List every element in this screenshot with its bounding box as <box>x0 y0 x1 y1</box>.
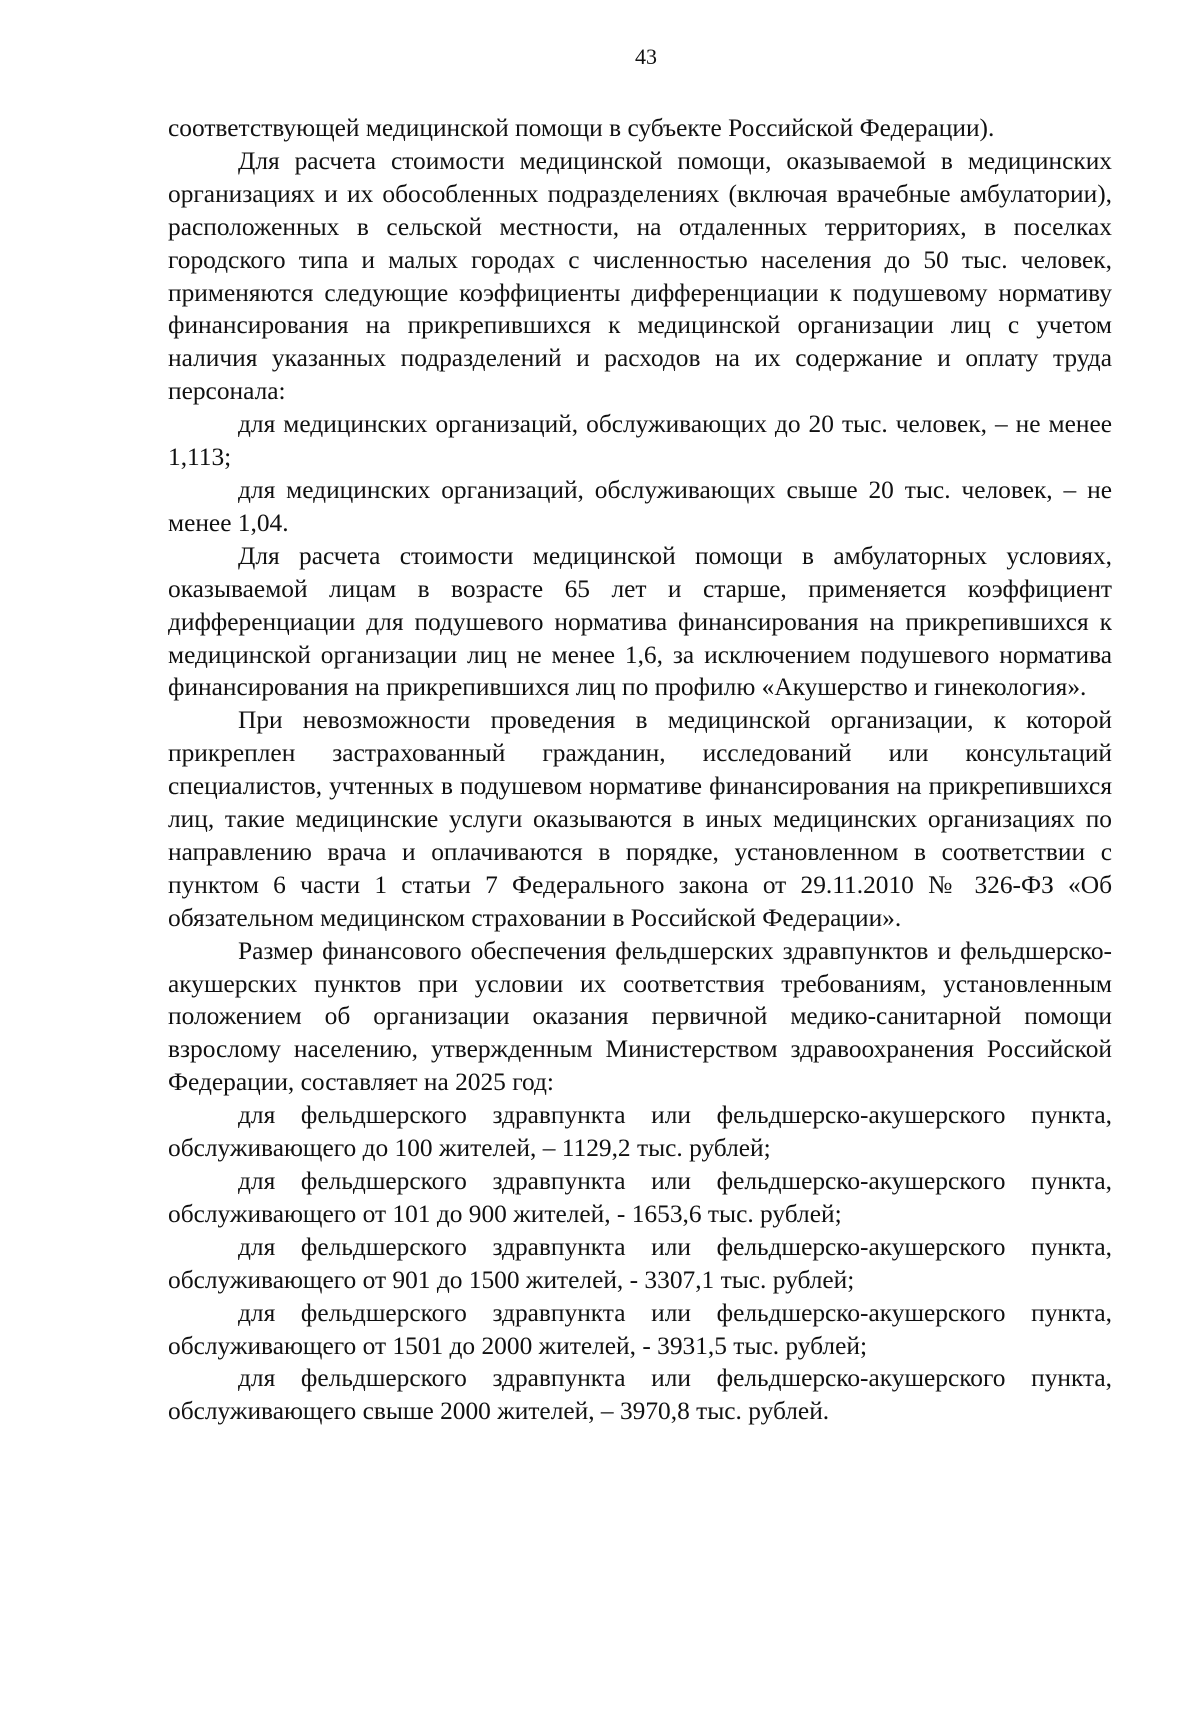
list-item-1501-2000: для фельдшерского здравпункта или фельдшерско-акушерского пункта, обслуживающего от 1501 до 2000 жителей, - 3931,5 тыс. рублей; <box>168 1298 1112 1360</box>
list-item-up-to-100: для фельдшерского здравпункта или фельдшерско-акушерского пункта, обслуживающего до 100 жителей, – 1129,2 тыс. рублей; <box>168 1101 1112 1163</box>
paragraph-coefficient-over-20k: для медицинских организаций, обслуживающих свыше 20 тыс. человек, – не менее 1,04. <box>168 475 1112 537</box>
document-body <box>168 112 1112 1428</box>
paragraph-continuation: соответствующей медицинской помощи в субъекте Российской Федерации). <box>168 114 995 142</box>
page-number: 43 <box>635 44 657 69</box>
paragraph-referral-services: При невозможности проведения в медицинской организации, к которой прикреплен застрахованный гражданин, исследований или консультаций специалистов, учтенных в подушевом нормативе финансирования на прикрепившихся лиц, такие медицинские услуги оказываются в иных медицинских организациях по направлению врача и оплачиваются в порядке, установленном в соответствии с пунктом 6 части 1 статьи 7 Федерального закона от 29.11.2010 № 326-ФЗ «Об обязательном медицинском страховании в Российской Федерации». <box>168 706 1112 932</box>
list-item-101-900: для фельдшерского здравпункта или фельдшерско-акушерского пункта, обслуживающего от 101 до 900 жителей, - 1653,6 тыс. рублей; <box>168 1167 1112 1228</box>
list-item-901-1500: для фельдшерского здравпункта или фельдшерско-акушерского пункта, обслуживающего от 901 до 1500 жителей, - 3307,1 тыс. рублей; <box>168 1232 1112 1294</box>
paragraph-calculation-rural: Для расчета стоимости медицинской помощи, оказываемой в медицинских организациях и их обособленных подразделениях (включая врачебные амбулатории), расположенных в сельской местности, на отдаленных территориях, в поселках городского типа и малых городах с численностью населения до 50 тыс. человек, применяются следующие коэффициенты дифференциации к подушевому нормативу финансирования на прикрепившихся к медицинской организации лиц с учетом наличия указанных подразделений и расходов на их содержание и оплату труда персонала: <box>168 146 1112 406</box>
paragraph-calculation-65-plus: Для расчета стоимости медицинской помощи в амбулаторных условиях, оказываемой лицам в возрасте 65 лет и старше, применяется коэффициент дифференциации для подушевого норматива финансирования на прикрепившихся к медицинской организации лиц не менее 1,6, за исключением подушевого норматива финансирования на прикрепившихся лиц по профилю «Акушерство и гинекология». <box>168 541 1112 702</box>
list-item-over-2000: для фельдшерского здравпункта или фельдшерско-акушерского пункта, обслуживающего свыше 2000 жителей, – 3970,8 тыс. рублей. <box>168 1364 1112 1426</box>
paragraph-feldsher-funding: Размер финансового обеспечения фельдшерских здравпунктов и фельдшерско-акушерских пунктов при условии их соответствия требованиям, установленным положением об организации оказания первичной медико-санитарной помощи взрослому населению, утвержденным Министерством здравоохранения Российской Федерации, составляет на 2025 год: <box>168 936 1112 1097</box>
paragraph-coefficient-up-to-20k: для медицинских организаций, обслуживающих до 20 тыс. человек, – не менее 1,113; <box>168 410 1112 472</box>
